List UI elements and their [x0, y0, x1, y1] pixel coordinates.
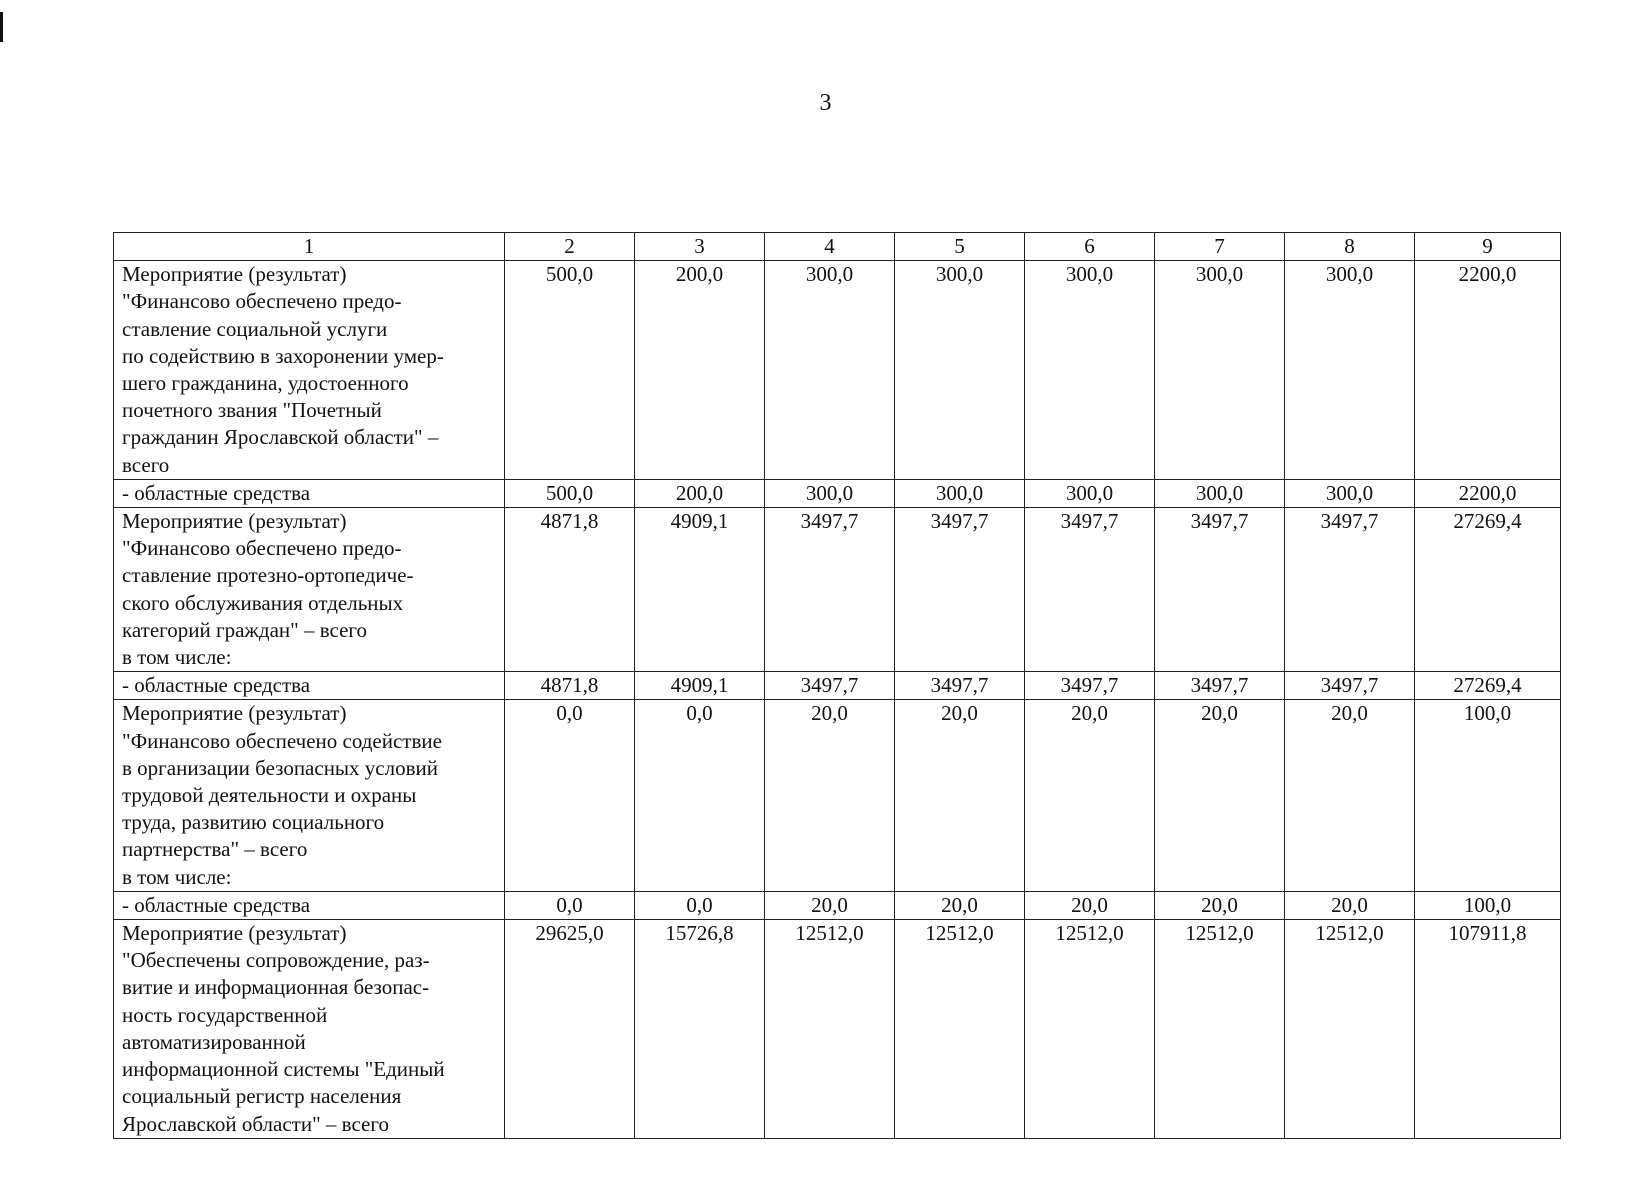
value-cell: 3497,7 — [765, 508, 895, 672]
row-label-cell — [114, 672, 505, 700]
table-row — [114, 508, 1561, 672]
value-cell: 3497,7 — [1155, 672, 1285, 700]
value-cell: 15726,8 — [635, 920, 765, 1139]
value-cell: 107911,8 — [1415, 920, 1561, 1139]
value-cell: 0,0 — [505, 891, 635, 919]
row-label-line: "Финансово обеспечено содействие — [122, 728, 442, 753]
value-cell: 3497,7 — [1025, 672, 1155, 700]
row-label-cell — [114, 508, 505, 672]
scan-edge-mark — [0, 12, 3, 42]
table-row — [114, 920, 1561, 1139]
column-header: 2 — [505, 233, 635, 261]
row-label-line: информационной системы "Единый — [122, 1057, 445, 1082]
table-row — [114, 479, 1561, 507]
value-cell: 3497,7 — [765, 672, 895, 700]
value-cell: 20,0 — [1155, 700, 1285, 891]
row-label-line: Мероприятие (результат) — [122, 509, 347, 534]
value-cell: 300,0 — [1025, 479, 1155, 507]
value-cell: 20,0 — [1155, 891, 1285, 919]
budget-table — [113, 232, 1561, 1139]
value-cell: 20,0 — [1025, 891, 1155, 919]
table-body — [114, 261, 1561, 1139]
value-cell: 300,0 — [1285, 479, 1415, 507]
value-cell: 300,0 — [765, 261, 895, 480]
value-cell: 100,0 — [1415, 891, 1561, 919]
value-cell: 300,0 — [1155, 261, 1285, 480]
row-label-line: Мероприятие (результат) — [122, 921, 347, 946]
value-cell: 4909,1 — [635, 508, 765, 672]
value-cell: 12512,0 — [1155, 920, 1285, 1139]
value-cell: 20,0 — [1285, 891, 1415, 919]
row-label-cell — [114, 920, 505, 1139]
value-cell: 300,0 — [765, 479, 895, 507]
column-header: 5 — [895, 233, 1025, 261]
row-label-line: "Финансово обеспечено предо- — [122, 536, 402, 561]
row-label-line: Мероприятие (результат) — [122, 701, 347, 726]
page-number: 3 — [819, 90, 832, 116]
row-label-line: ставление социальной услуги — [122, 316, 388, 341]
table-row — [114, 261, 1561, 480]
value-cell: 20,0 — [1025, 700, 1155, 891]
row-label-line: - областные средства — [122, 892, 311, 917]
table-row — [114, 672, 1561, 700]
row-label-line: автоматизированной — [122, 1029, 306, 1054]
value-cell: 2200,0 — [1415, 479, 1561, 507]
value-cell: 300,0 — [1155, 479, 1285, 507]
row-label-line: категорий граждан" – всего — [122, 617, 368, 642]
row-label-line: Мероприятие (результат) — [122, 262, 347, 287]
row-label-line: почетного звания "Почетный — [122, 398, 382, 423]
row-label-cell — [114, 261, 505, 480]
value-cell: 300,0 — [895, 261, 1025, 480]
row-label-cell — [114, 700, 505, 891]
row-label-line: в том числе: — [122, 645, 232, 670]
value-cell: 12512,0 — [1285, 920, 1415, 1139]
value-cell: 0,0 — [635, 700, 765, 891]
row-label-line: ность государственной — [122, 1002, 328, 1027]
value-cell: 0,0 — [505, 700, 635, 891]
value-cell: 4871,8 — [505, 672, 635, 700]
row-label-line: трудовой деятельности и охраны — [122, 783, 417, 808]
row-label-line: гражданин Ярославской области" – — [122, 425, 439, 450]
row-label-cell — [114, 479, 505, 507]
column-header: 3 — [635, 233, 765, 261]
value-cell: 500,0 — [505, 261, 635, 480]
row-label-line: ского обслуживания отдельных — [122, 590, 404, 615]
value-cell: 200,0 — [635, 261, 765, 480]
value-cell: 27269,4 — [1415, 672, 1561, 700]
value-cell: 20,0 — [1285, 700, 1415, 891]
value-cell: 3497,7 — [895, 672, 1025, 700]
column-header: 7 — [1155, 233, 1285, 261]
table-row — [114, 700, 1561, 891]
value-cell: 200,0 — [635, 479, 765, 507]
value-cell: 4909,1 — [635, 672, 765, 700]
table-header-row — [114, 233, 1561, 261]
value-cell: 12512,0 — [765, 920, 895, 1139]
table-row — [114, 891, 1561, 919]
row-label-line: в том числе: — [122, 864, 232, 889]
value-cell: 0,0 — [635, 891, 765, 919]
row-label-line: труда, развитию социального — [122, 810, 385, 835]
value-cell: 300,0 — [1025, 261, 1155, 480]
value-cell: 300,0 — [1285, 261, 1415, 480]
row-label-line: ставление протезно-ортопедиче- — [122, 563, 414, 588]
row-label-line: всего — [122, 452, 170, 477]
row-label-line: "Обеспечены сопровождение, раз- — [122, 948, 430, 973]
row-label-line: витие и информационная безопас- — [122, 975, 430, 1000]
row-label-line: шего гражданина, удостоенного — [122, 371, 409, 396]
column-header: 4 — [765, 233, 895, 261]
value-cell: 3497,7 — [1285, 508, 1415, 672]
value-cell: 12512,0 — [895, 920, 1025, 1139]
row-label-line: - областные средства — [122, 480, 311, 505]
value-cell: 20,0 — [765, 891, 895, 919]
row-label-line: Ярославской области" – всего — [122, 1111, 389, 1136]
column-header: 6 — [1025, 233, 1155, 261]
value-cell: 100,0 — [1415, 700, 1561, 891]
value-cell: 20,0 — [895, 700, 1025, 891]
value-cell: 12512,0 — [1025, 920, 1155, 1139]
value-cell: 29625,0 — [505, 920, 635, 1139]
row-label-line: - областные средства — [122, 673, 311, 698]
value-cell: 3497,7 — [1285, 672, 1415, 700]
value-cell: 3497,7 — [1155, 508, 1285, 672]
row-label-line: "Финансово обеспечено предо- — [122, 289, 402, 314]
row-label-line: партнерства" – всего — [122, 837, 308, 862]
row-label-cell — [114, 891, 505, 919]
value-cell: 3497,7 — [895, 508, 1025, 672]
value-cell: 500,0 — [505, 479, 635, 507]
value-cell: 2200,0 — [1415, 261, 1561, 480]
value-cell: 300,0 — [895, 479, 1025, 507]
row-label-line: социальный регистр населения — [122, 1084, 402, 1109]
column-header: 9 — [1415, 233, 1561, 261]
row-label-line: в организации безопасных условий — [122, 755, 438, 780]
value-cell: 27269,4 — [1415, 508, 1561, 672]
value-cell: 20,0 — [765, 700, 895, 891]
row-label-line: по содействию в захоронении умер- — [122, 343, 444, 368]
column-header: 8 — [1285, 233, 1415, 261]
value-cell: 3497,7 — [1025, 508, 1155, 672]
value-cell: 20,0 — [895, 891, 1025, 919]
value-cell: 4871,8 — [505, 508, 635, 672]
column-header: 1 — [114, 233, 505, 261]
